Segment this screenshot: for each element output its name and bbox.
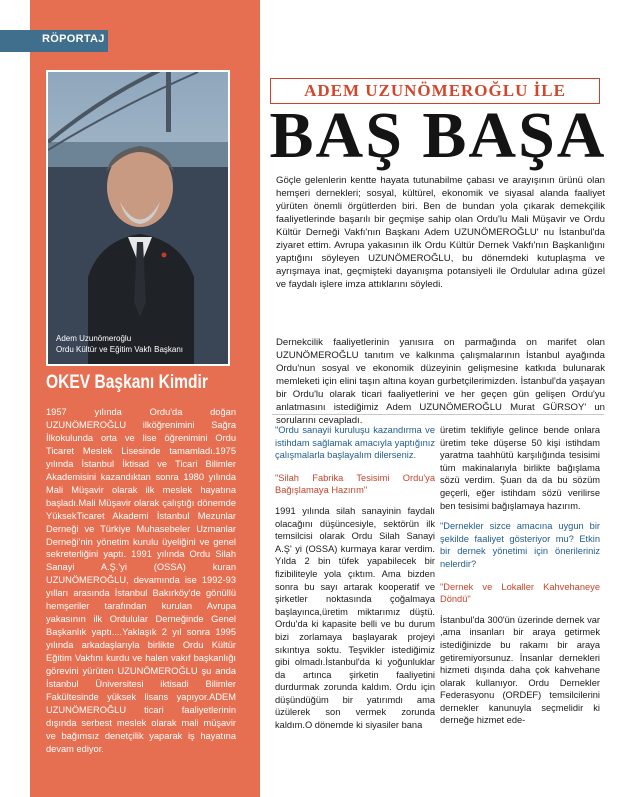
intro-paragraph-1: Göçle gelenlerin kentte hayata tutunabilme çabası ve arayışının ürünü olan hemşeri dernekleri; sosyal, kültürel, ekonomik ve siyasal alanda faaliyet yürüten önemli örgütlerden biri. Ben de bundan yola çıkarak demekçilik faaliyetlerinde başarılı bir geçmişe sahip olan Ordu'lu Mali Müşavir ve Ordu Kültür Derneği Vakfı'nın Başkanı Adem UZUNÖMEROĞLU' nu İstanbul'da ziyaret ettim. Avrupa yakasının ilk Ordu Kültür Dernek Vakfı'nın Başkanlığını yaptığını söyleyen UZUNÖMEROĞLU, bu dönemdeki kutuplaşma ve ayrışmaya inat, geçmişteki dayanışma potansiyeli ile Ordulular adına güzel ve faydalı işlere imza attıklarını söyledi.: [276, 175, 605, 291]
answer-1: 1991 yılında silah sanayinin faydalı olacağını düşüncesiyle, sektörün ilk temsilcisi olarak Ordu Silah Sanayi A.Ş' yi (OSSA) kurmaya karar verdim. Yılda 2 bin tüfek yapabilecek bir fizibiliteyle yola çıktım. Ama bizden sonra bu sayı artarak kooperatif ve şirketler noktasında çoğalmaya başlayınca,üretim miktarımız düştü. Ordu'da ki kapasite belli ve bu durum bizi zorlamaya başlayarak projeyi sıkıntıya soktu. Teşvikler istediğimiz gibi olmadı.İstanbul'da ki yoğunluklar da artınca şirketin faaliyetini durdurmak zorunda kaldım. Ordu için düşündüğüm bir yatırımdı ama üzülerek son vermek zorunda kaldım.O dönemde ki siyasiler bana: [275, 505, 435, 731]
answer-heading-2: "Dernek ve Lokaller Kahvehaneye Döndü": [440, 581, 600, 605]
section-tag: RÖPORTAJ: [42, 33, 105, 45]
answer-2: İstanbul'da 300'ün üzerinde dernek var ,ama insanları bir araya getirmek istediğinizde bu rakamı bir araya getiremiyorsunuz. İnsanlar dernekleri hizmeti dışında daha çok kahvehane olarak kullanıyor. Ordu Dernekler Federasyonu (ORDEF) temsilcilerini dernekler kanunuyla seçmelidir ki derneğe hizmet ede-: [440, 614, 600, 726]
sidebar-heading: OKEV Başkanı Kimdir: [46, 372, 208, 393]
portrait-photo: [46, 70, 230, 366]
answer-heading-1: "Silah Fabrika Tesisimi Ordu'ya Bağışlamaya Hazırım": [275, 472, 435, 496]
intro-paragraph-2: Dernekcilik faaliyetlerinin yanısıra on parmağında on marifet olan UZUNÖMEROĞLU tanıtım ve kalkınma çalışmalarının İstanbul ayağında Ordu'nun sosyal ve ekonomik düzeyinin gelişmesine katkıda bulunarak memleketi için elini taşın altına koyan gurbetçilerimizden. İstanbul'da yaşayan bir Ordu'lu olarak ticari faaliyetlerini ve her geçen gün gelişen Ordu'yu anlatmasını istediğimiz Adem UZUNÖMEROĞLU Murat GÜRSOY' un sorularını cevapladı.: [276, 337, 605, 427]
question-2: "Dernekler sizce amacına uygun bir şekilde faaliyet gösteriyor mu? Etkin bir dernek yönetimi için önerileriniz nelerdir?: [440, 521, 600, 569]
interview-column-1: [275, 424, 435, 732]
answer-1-continued: üretim teklifiyle gelince bende onlara üretim teke düşerse 50 kişi istihdam yaratma taahhütü karşılığında tesisimi tüm makinalarıyla birlikte bağışlama sözü verdim. Şuan da da bu sözüm geçerli, eğer istihdam sözü verilirse ben tesisimi bağışlamaya hazırım.: [440, 425, 600, 511]
portrait-illustration: [48, 72, 228, 364]
section-divider: [272, 414, 604, 415]
article-title: BAŞ BAŞA: [269, 99, 607, 172]
sidebar-bio: 1957 yılında Ordu'da doğan UZUNÖMEROĞLU ilköğrenimini Sağra İlkokulunda orta ve lise öğrenimini Ordu Ticaret Meslek Lisesinde tamamladı.1975 yılında İstanbul İktisad ve Ticari Bilimler Akademisini kazandıktan sonra 1980 yılında Mali Müşavir olarak ilk meslek hayatına başladı.Mali Müşavir olarak çalıştığı dönemde YüksekTicaret Akademi İstanbul Mezunlar Derneği ve Türkiye Muhasebeler Uzmanlar Derneği'nin yönetim kurulu üyeliğini ve genel sekreterliğini yaptı. 1991 yılında Ordu Silah Sanayi A.Ş.'yi (OSSA) kuran UZUNÖMEROĞLU, devamında ise 1992-93 yılları arasında İstanbul Bakırköy'de gönüllü hemşeriler tarafından kurulan Avrupa yakasının ilk Ordulular Derneğinde Genel Başkanlık yaptı....Yaklaşık 2 yıl sonra 1995 yılında arkadaşlarıyla birlikte Ordu Kültür Eğitim Vakfını kurdu ve halen vakıf başkanlığı görevini yürüten UZUNÖMEROĞLU şu anda İstanbul Üniversitesi iktisadi Bilimler Fakültesinde yüksek lisans yapıyor.ADEM UZUNÖMEROĞLU ticari faaliyetlerinin dışında serbest meslek olarak mali müşavir ve bağımsız denetçilik yaparak iş hayatına devam ediyor.: [46, 407, 236, 754]
question-1: "Ordu sanayii kuruluşu kazandırma ve istihdam sağlamak amacıyla yaptığınız çalışmalarla başlayalım dilerseniz.: [275, 425, 435, 461]
photo-caption: [56, 334, 226, 356]
caption-name: Adem Uzunömeroğlu: [56, 334, 132, 344]
interview-column-2: [440, 424, 600, 727]
caption-role: Ordu Kültür ve Eğitim Vakfı Başkanı: [56, 345, 184, 355]
article-subtitle: ADEM UZUNÖMEROĞLU İLE: [304, 81, 566, 100]
